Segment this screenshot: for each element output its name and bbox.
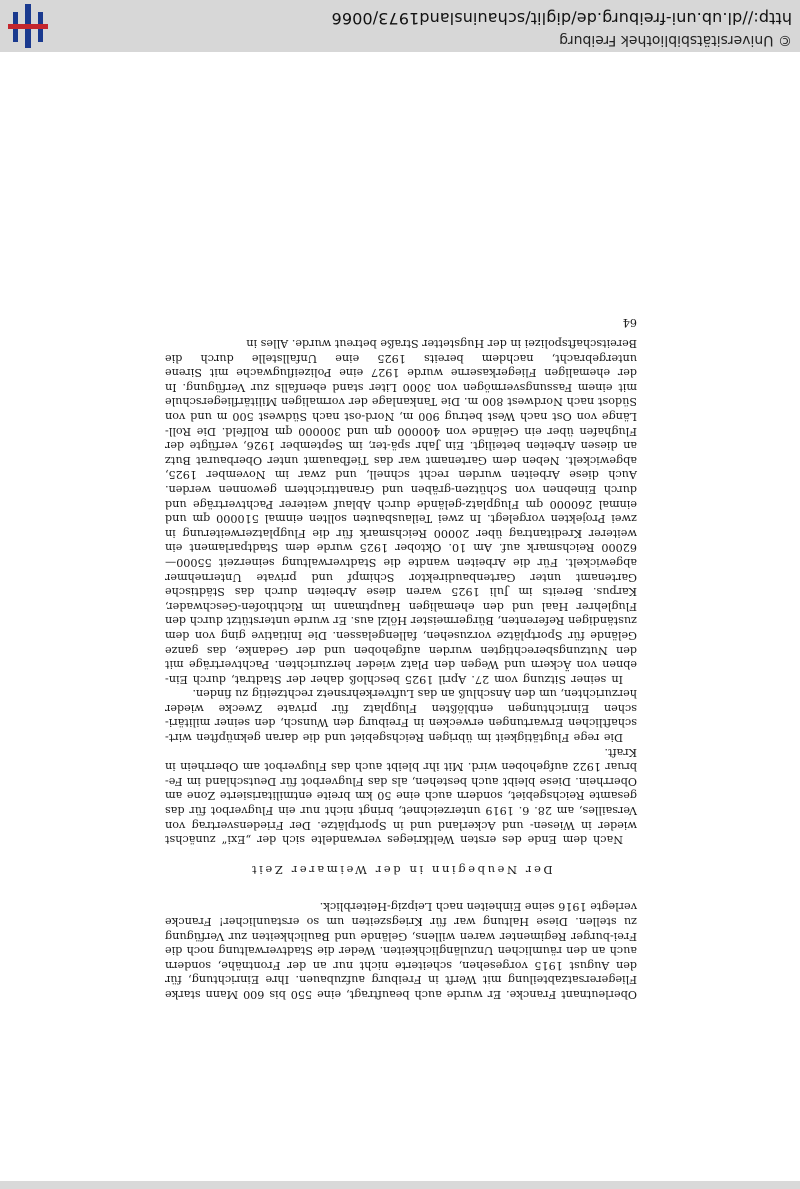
document-url[interactable]: http://dl.ub.uni-freiburg.de/diglit/schauinsland1973/0066 bbox=[331, 9, 792, 28]
page-edge-band bbox=[0, 1181, 800, 1189]
page-number: 64 bbox=[622, 316, 637, 330]
university-logo-icon bbox=[8, 4, 48, 48]
paragraph: Nach dem Ende des ersten Weltkrieges verwandelte sich der „Exi“ zunächst wieder in Wiesen- und Ackerland und in Sportplätze. Der Friedensvertrag von Versailles, am 28. 6. 1919 unterzeichnet, bringt nicht nur ein Flugverbot für das gesamte Reichsgebiet, sondern auch eine 50 km breite entmilitarisierte Zone am Oberrhein. Diese bleibt auch bestehen, als das Flugverbot für Deutschland im Fe-bruar 1922 aufgehoben wird. Mit ihr bleibt auch das Flugverbot am Oberrhein in Kraft. bbox=[165, 745, 637, 847]
library-header-bar bbox=[0, 0, 800, 52]
paragraph: Oberleutnant Francke. Er wurde auch beauftragt, eine 550 bis 600 Mann starke Fliegerersatzabteilung mit Werft in Freiburg aufzubauen. Ihre Einrichtung, für den August 1915 vorgesehen, scheiterte nicht nur an der Frontnähe, sondern auch an den räumlichen Unzulänglichkeiten. Weder die Stadtverwaltung noch die Frei-burger Regimenter waren willens, Gelände und Baulichkeiten zur Verfügung zu stellen. Diese Haltung war für Kriegszeiten um so erstaunlicher! Francke verlegte 1916 seine Einheiten nach Leipzig-Heiterblick. bbox=[165, 900, 637, 1001]
paragraph: Die rege Flugtätigkeit im übrigen Reichsgebiet und die daran geknüpften wirt-schaftlichen Erwartungen erwecken in Freiburg den Wunsch, den seiner militäri-schen Einrichtungen entblößten Flugplatz für private Zwecke wieder herzurichten, um den Anschluß an das Luftverkehrsnetz rechtzeitig zu finden. bbox=[165, 687, 637, 745]
section-title: Der Neubeginn in der Weimarer Zeit bbox=[249, 862, 553, 877]
paragraph: In seiner Sitzung vom 27. April 1925 beschloß daher der Stadtrat, durch Ein-ebnen von Äckern und Wegen den Platz wieder herzurichten. Pachtverträge mit den Nutzungsberechtigten wurden aufgehoben und der Gedanke, das ganze Gelände für Sportplätze vorzusehen, fallengelassen. Die Initiative ging von dem zuständigen Referenten, Bürgermeister Hölzl aus. Er wurde unterstützt durch den Fluglehrer Haal und den ehemaligen Hauptmann im Richthofen-Geschwader, Karpus. Bereits im Juli 1925 waren diese Arbeiten durch das Städtische Gartenamt unter Gartenbaudirektor Schimpf und private Unternehmer abgewickelt. Für die Arbeiten wandte die Stadtverwaltung seinerzeit 55000—62000 Reichsmark auf. Am 10. Oktober 1925 wurde dem Stadtparlament ein weiterer Kreditantrag über 20000 Reichsmark für die Flugplatzerweiterung in zwei Projekten vorgelegt. In zwei Teilausbauten sollten einmal 510000 qm und einmal 260000 qm Flugplatz-gelände durch Ablauf weiterer Pachtverträge und durch Einebnen von Schützen-gräben und Granattrichtern gewonnen werden. Auch diese Arbeiten wurden recht schnell, und zwar im November 1925, abgewickelt. Neben dem Gartenamt war das Tiefbauamt unter Oberbaurat Butz an diesen Arbeiten beteiligt. Ein Jahr spä-ter, im September 1926, verfügte der Flughafen über ein Gelände von 400000 qm und 300000 qm Rollfeld. Die Roll-Länge von Ost nach West betrug 900 m, Nord-ost nach Südwest 500 m und von Südost nach Nordwest 800 m. Die Tankanlage der vormaligen Militärfliegerschule mit einem Fassungsvermögen von 3000 Liter stand ebenfalls zur Verfügung. In der ehemaligen Fliegerkaserne wurde 1927 eine Polizeiflugwache mit Sirene untergebracht, nachdem bereits 1925 eine Unfallstelle durch die Bereitschaftspolizei in der Hugstetter Straße betreut wurde. Alles in bbox=[165, 337, 637, 686]
document-body bbox=[165, 303, 637, 1001]
copyright-notice: © Universitätsbibliothek Freiburg bbox=[559, 32, 792, 48]
